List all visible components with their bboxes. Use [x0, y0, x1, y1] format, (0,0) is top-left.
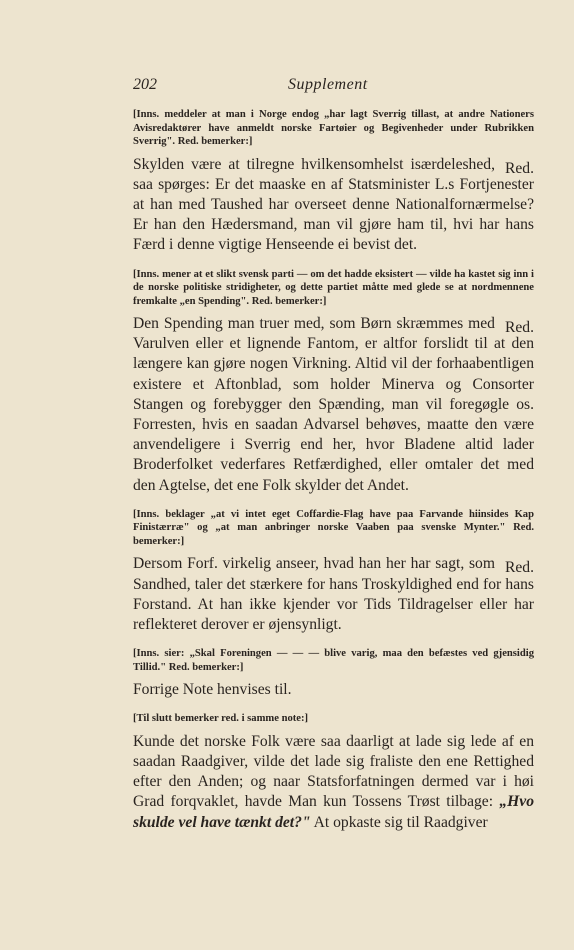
paragraph-text: Skylden være at tilregne hvilkensomhelst isærdeleshed, saa spørges: Er det maaske en af Statsminister L.s Fortjenester at han med Taushed har overseet denne Nationalfornærmelse? Er han den Hædersmand, man vil gjøre ham til, hvi har hans Færd i denne vigtige Henseende ei bevist det.	[133, 155, 534, 254]
paragraph-text: Dersom Forf. virkelig anseer, hvad han her har sagt, som Sandhed, taler det stærkere for hans Troskyldighed end for hans Forstand. At han ikke kjender vor Tids Tildragelser eller har reflekteret derover er øjensynligt.	[133, 555, 534, 633]
signature: Red.	[504, 559, 534, 577]
body-paragraph: Forrige Note henvises til.	[133, 681, 292, 699]
paragraph-text: Den Spending man truer med, som Børn skræmmes med Varulven eller et lignende Fantom, er altfor forslidt til at den længere kan gjøre nogen Virkning. Altid vil der forhaabentligen existere et Aftonblad, som holder Minerva og Consorter Stangen og forebygger den Spænding, man vil foregøgle os. Forresten, hvis en saadan Advarsel behøves, maatte den være anvendeligere i Sverrig end her, hvor Bladene altid lader Broderfolket vederfares Retfærdighed, eller omtaler det med den Agtelse, det ene Folk skylder det Andet.	[133, 315, 534, 494]
paragraph-tail: At opkaste sig til Raadgiver	[310, 813, 488, 831]
signature: Red.	[504, 159, 534, 177]
running-title: Supplement	[288, 76, 368, 93]
body-paragraph	[133, 155, 534, 256]
italic-quote: „Hvo skulde vel have tænkt det?"	[133, 793, 534, 831]
editorial-note: [Inns. mener at et slikt svensk parti — om det hadde eksistert — vilde ha kastet sig inn i de norske politiske stridigheter, og dette partiet måtte med glede se at nordmennene fremkalte „en Spending". Red. bemerker:]	[133, 268, 534, 307]
editorial-note: [Inns. beklager „at vi intet eget Coffardie-Flag have paa Farvande hiinsides Kap Finistærræ" og „at man anbringer norske Vaaben paa svenske Mynter." Red. bemerker:]	[133, 508, 534, 547]
page-header	[133, 76, 534, 98]
body-paragraph	[133, 732, 534, 833]
editorial-note: [Inns. meddeler at man i Norge endog „har lagt Sverrig tillast, at andre Nationers Avisredaktører have anmeldt norske Fartøier og Begivenheder under Rubrikken Sverrig". Red. bemerker:]	[133, 109, 534, 147]
body-paragraph	[133, 314, 534, 496]
body-paragraph	[133, 554, 534, 635]
editorial-note: [Inns. sier: „Skal Foreningen — — — blive varig, maa den befæstes ved gjensidig Tillid." Red. bemerker:]	[133, 648, 534, 673]
editorial-note: [Til slutt bemerker red. i samme note:]	[133, 713, 309, 725]
signature: Red.	[504, 319, 534, 337]
paragraph-text: Kunde det norske Folk være saa daarligt at lade sig lede af en saadan Raadgiver, vilde det lade sig fraliste den ene Rettighed efter den Anden; og naar Statsforfatningen dermed var i høi Grad forqvaklet, havde Man kun Tossens Trøst tilbage:	[133, 732, 534, 811]
page-number: 202	[133, 76, 157, 93]
